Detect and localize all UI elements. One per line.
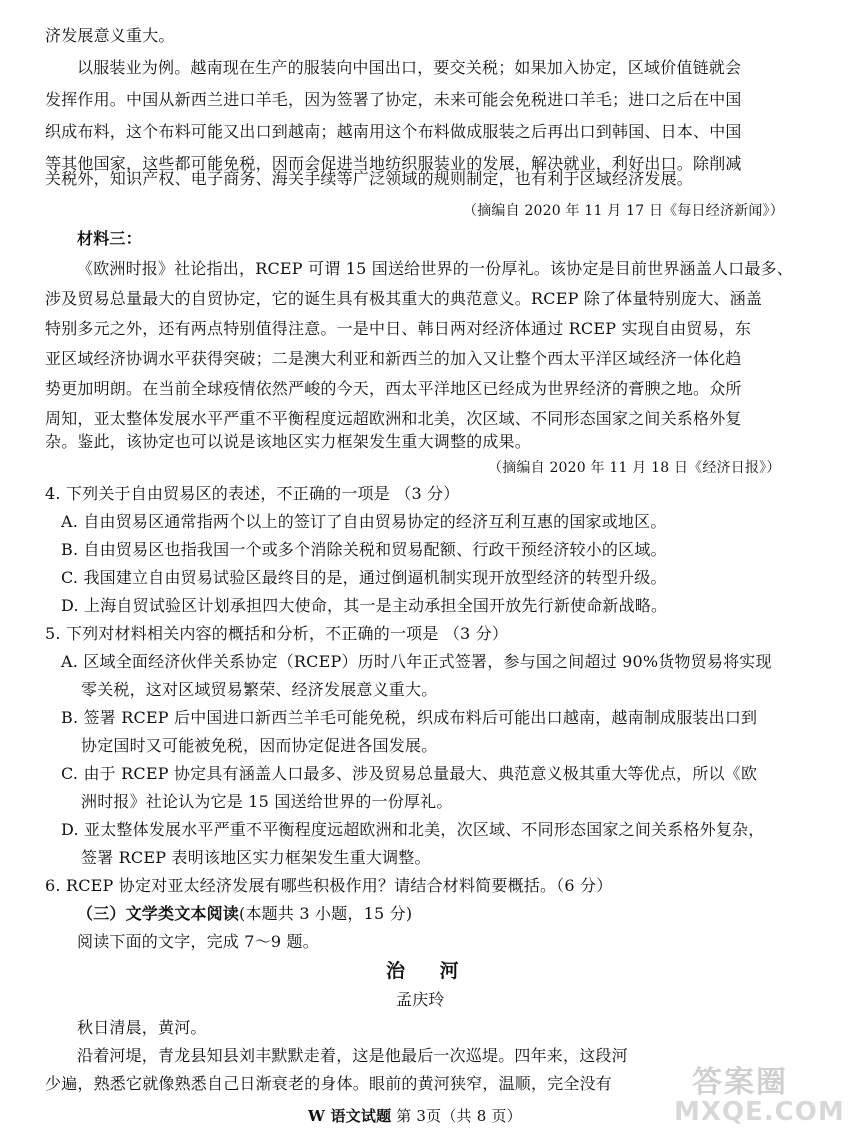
option-c: C. 由于 RCEP 协定具有涵盖人口最多、涉及贸易总量最大、典范意义极其重大等优点，所以《欧 [61,764,758,783]
source-citation: （摘编自 2020 年 11 月 17 日《每日经济新闻》） [463,203,784,219]
option-d: D. 亚太整体发展水平严重不平衡程度远超欧洲和北美，次区域、不同形态国家之间关系格外复杂， [61,820,765,839]
section-note: (本题共 3 小题，15 分) [239,904,413,923]
paragraph-line: 织成布料，这个布料可能又出口到越南；越南用这个布料做成服装之后再出口到韩国、日本、中国 [45,122,742,141]
paragraph-line: 势更加明朗。在当前全球疫情依然严峻的今天，西太平洋地区已经成为世界经济的膏腴之地。众所 [45,379,742,398]
story-title: 治 河 [386,960,473,982]
option-b-continued: 协定国时又可能被免税，因而协定促进各国发展。 [81,736,438,755]
option-b: B. 自由贸易区也指我国一个或多个消除关税和贸易配额、行政干预经济较小的区域。 [61,540,667,559]
instructions: 阅读下面的文字，完成 7～9 题。 [77,932,319,951]
paragraph-line: 《欧洲时报》社论指出，RCEP 可谓 15 国送给世界的一份厚礼。该协定是目前世界涵盖人口最多、 [77,259,793,278]
paragraph-line: 特别多元之外，还有两点特别值得注意。一是中日、韩日两对经济体通过 RCEP 实现自由贸易，东 [45,319,752,338]
option-a-continued: 零关税，这对区域贸易繁荣、经济发展意义重大。 [81,680,438,699]
paragraph-line: 关税外，知识产权、电子商务、海关手续等广泛领域的规则制定，也有利于区域经济发展。 [45,169,694,188]
page-footer [308,1106,522,1126]
option-c: C. 我国建立自由贸易试验区最终目的是，通过倒逼机制实现开放型经济的转型升级。 [61,568,667,587]
paragraph-line: 涉及贸易总量最大的自贸协定，它的诞生具有极其重大的典范意义。RCEP 除了体量特别庞大、涵盖 [45,289,763,308]
question-4: 4. 下列关于自由贸易区的表述，不正确的一项是 （3 分） [45,484,460,503]
watermark-text-bottom: MXQE.COM [674,1097,845,1127]
option-d: D. 上海自贸试验区计划承担四大使命，其一是主动承担全国开放先行新使命新战略。 [61,596,668,615]
section-heading [77,904,412,924]
footer-subject: W 语文试题 [308,1107,392,1125]
option-b: B. 签署 RCEP 后中国进口新西兰羊毛可能免税，织成布料后可能出口越南，越南制成服装出口到 [61,708,758,727]
material-heading: 材料三： [77,229,142,248]
paragraph-line: 杂。鉴此，该协定也可以说是该地区实力框架发生重大调整的成果。 [45,432,532,451]
question-6: 6. RCEP 协定对亚太经济发展有哪些积极作用？请结合材料简要概括。（6 分） [45,876,613,895]
story-line: 秋日清晨，黄河。 [77,1018,207,1037]
paragraph-line: 亚区域经济协调水平获得突破；二是澳大利亚和新西兰的加入又让整个西太平洋区域经济一体化趋 [45,349,742,368]
paragraph-line: 周知，亚太整体发展水平严重不平衡程度远超欧洲和北美，次区域、不同形态国家之间关系格外复 [45,409,742,428]
option-d-continued: 签署 RCEP 表明该地区实力框架发生重大调整。 [81,848,431,867]
source-citation: （摘编自 2020 年 11 月 18 日《经济日报》） [488,460,781,476]
watermark-text-top: 答案圈 [692,1065,788,1100]
paragraph-line: 以服装业为例。越南现在生产的服装向中国出口，要交关税；如果加入协定，区域价值链就会 [77,58,742,77]
watermark-logo [674,1057,845,1137]
option-a: A. 区域全面经济伙伴关系协定（RCEP）历时八年正式签署，参与国之间超过 90%货物贸易将实现 [61,652,772,671]
paragraph-line: 等其他国家，这些都可能免税，因而会促进当地纺织服装业的发展，解决就业，利好出口。除削减 [45,154,742,173]
option-c-continued: 洲时报》社论认为它是 15 国送给世界的一份厚礼。 [81,792,453,811]
story-line: 沿着河堤，青龙县知县刘丰默默走着，这是他最后一次巡堤。四年来，这段河 [77,1046,628,1065]
option-a: A. 自由贸易区通常指两个以上的签订了自由贸易协定的经济互利互惠的国家或地区。 [61,512,667,531]
question-5: 5. 下列对材料相关内容的概括和分析，不正确的一项是 （3 分） [45,624,509,643]
story-author: 孟庆玲 [396,990,445,1009]
section-title: （三）文学类文本阅读 [77,904,240,923]
paragraph-line: 发挥作用。中国从新西兰进口羊毛，因为签署了协定，未来可能会免税进口羊毛；进口之后在中国 [45,90,742,109]
story-line: 少遍，熟悉它就像熟悉自己日渐衰老的身体。眼前的黄河狭窄，温顺，完全没有 [45,1074,613,1093]
footer-page-number: 第 3页（共 8 页） [396,1107,522,1125]
paragraph-line: 济发展意义重大。 [45,26,175,45]
